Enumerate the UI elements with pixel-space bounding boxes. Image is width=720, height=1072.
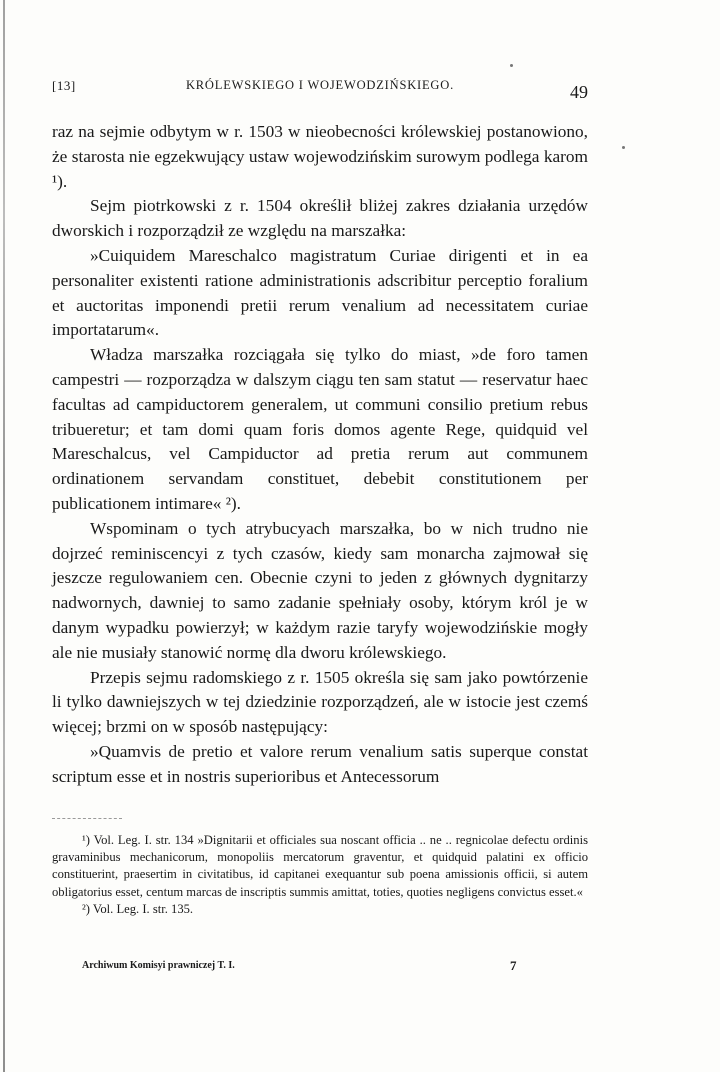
footnote: ¹) Vol. Leg. I. str. 134 »Dignitarii et officiales sua noscant officia .. ne .. regnicolae defectu ordinis gravaminibus mechanicorum, monopoliis mercatorum graventur, et quidquid palatini ex officio constituerint, praesertim in civitatibus, id capitanei exequantur sub poena amissionis officii, si autem obligatorius esset, centum marcas de inscriptis summis amittat, toties, quoties negligens convictus esset.« [52, 833, 588, 899]
main-text [52, 120, 588, 790]
signature-text: Archiwum Komisyi prawniczej T. I. [82, 960, 235, 971]
binding-edge [3, 0, 5, 1072]
footnote: ²) Vol. Leg. I. str. 135. [82, 901, 194, 916]
footnotes [52, 832, 588, 918]
page-header [52, 78, 588, 104]
paragraph: »Cuiquidem Mareschalco magistratum Curiae dirigenti et in ea personaliter existenti ratione administrationis adscribitur perceptio foralium et auctoritas imponendi pretii rerum venalium ad necessitatem curiae importatarum«. [52, 245, 588, 340]
paragraph: Wspominam o tych atrybucyach marszałka, bo w nich trudno nie dojrzeć reminiscencyi z tych czasów, kiedy sam monarcha zajmował się jeszcze regulowaniem cen. Obecnie czyni to jeden z głównych dygnitarzy nadwornych, dawniej to samo zadanie spełniały osoby, którym król je w danym wypadku powierzył; w każdym razie taryfy wojewodzińskie mogły ale nie musiały stanowić normę dla dworu królewskiego. [52, 518, 588, 662]
printer-signature [82, 958, 588, 976]
sheet-number: 7 [510, 958, 517, 973]
footnote-divider [52, 818, 122, 819]
running-title: KRÓLEWSKIEGO I WOJEWODZIŃSKIEGO. [185, 78, 455, 92]
page-number: 49 [570, 82, 588, 102]
paragraph: Przepis sejmu radomskiego z r. 1505 określa się sam jako powtórzenie li tylko dawniejszych w tej dziedzinie rozporządzeń, ale w istocie jest czemś więcej; brzmi on w sposób następujący: [52, 667, 588, 737]
paragraph: Władza marszałka rozciągała się tylko do miast, »de foro tamen campestri — rozporządza w dalszym ciągu ten sam statut — reservatur haec facultas ad campiductorem generalem, ut communi consilio pretium rebus tribueretur; et tam domi quam foris domos agente Rege, quidquid vel Mareschalcus, vel Campiductor ad pretia rerum aut communem ordinationem servandam constituet, debebit constitutionem per publicationem intimare« ²). [52, 345, 588, 513]
paragraph: »Quamvis de pretio et valore rerum venalium satis superque constat scriptum esse et in nostris superioribus et Antecessorum [52, 741, 588, 786]
paper-speck [510, 64, 513, 67]
section-marker: [13] [52, 78, 76, 93]
paragraph: Sejm piotrkowski z r. 1504 określił bliżej zakres działania urzędów dworskich i rozporządził ze względu na marszałka: [52, 196, 588, 241]
paper-speck [622, 146, 625, 149]
paragraph: raz na sejmie odbytym w r. 1503 w nieobecności królewskiej postanowiono, że starosta nie egzekwujący ustaw wojewodzińskim surowym podlega karom ¹). [52, 122, 588, 191]
